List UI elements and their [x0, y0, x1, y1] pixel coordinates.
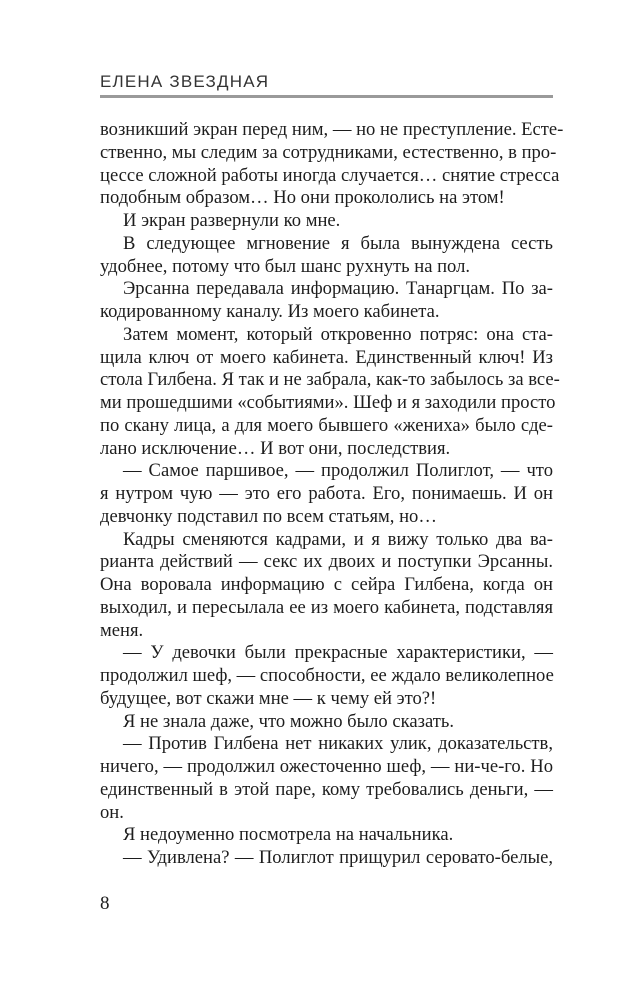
text-line: будущее, вот скажи мне — к чему ей это?!	[100, 687, 437, 709]
text-line: — У девочки были прекрасные характеристики, —	[123, 642, 553, 664]
text-line: я нутром чую — это его работа. Его, понимаешь. И он	[100, 483, 553, 504]
text-line: лано исключение… И вот они, последствия.	[100, 437, 451, 459]
header-rule	[100, 95, 553, 98]
text-line: — Самое паршивое, — продолжил Полиглот, — что	[123, 460, 553, 482]
text-line: — Против Гилбена нет никаких улик, доказательств,	[123, 733, 553, 755]
text-line: Я не знала даже, что можно было сказать.	[123, 710, 454, 732]
text-line: подобным образом… Но они прокололись на этом!	[100, 187, 505, 209]
text-line: И экран развернули ко мне.	[123, 210, 341, 231]
page-body-text	[100, 119, 564, 870]
text-line: ничего, — продолжил ожесточенно шеф, — ни-че-го. Но	[100, 756, 553, 777]
text-line: Я недоуменно посмотрела на начальника.	[123, 824, 454, 846]
text-line: Эрсанна передавала информацию. Танаргцам. По за-	[123, 278, 553, 300]
running-header-author: ЕЛЕНА ЗВЕЗДНАЯ	[100, 72, 270, 91]
text-line: ственно, мы следим за сотрудниками, естественно, в про-	[100, 141, 557, 163]
text-line: Затем момент, который откровенно потряс: она ста-	[123, 323, 553, 345]
text-line: Она воровала информацию с сейра Гилбена, когда он	[100, 574, 553, 595]
text-line: удобнее, потому что был шанс рухнуть на пол.	[100, 255, 471, 277]
text-line: он.	[100, 801, 124, 823]
text-line: цессе сложной работы иногда случается… снятие стресса	[100, 164, 560, 186]
text-line: единственный в этой паре, кому требовались деньги, —	[100, 778, 553, 800]
text-line: по скану лица, а для моего бывшего «жениха» было сде-	[100, 414, 553, 436]
text-line: возникший экран перед ним, — но не преступление. Есте-	[100, 119, 564, 140]
text-line: меня.	[100, 619, 144, 641]
text-line: продолжил шеф, — способности, ее ждало великолепное	[100, 665, 554, 686]
text-line: ми прошедшими «событиями». Шеф и я заходили просто	[100, 392, 556, 413]
text-line: щила ключ от моего кабинета. Единственный ключ! Из	[100, 346, 553, 368]
text-line: В следующее мгновение я была вынуждена сесть	[123, 232, 553, 254]
text-line: стола Гилбена. Я так и не забрала, как-то забылось за все-	[100, 369, 560, 391]
text-line: кодированному каналу. Из моего кабинета.	[100, 301, 440, 322]
page-number: 8	[100, 893, 110, 914]
text-line: — Удивлена? — Полиглот прищурил серовато-белые,	[123, 847, 553, 868]
text-line: Кадры сменяются кадрами, и я вижу только два ва-	[123, 528, 553, 550]
text-line: рианта действий — секс их двоих и поступки Эрсанны.	[100, 551, 553, 573]
text-line: выходил, и пересылала ее из моего кабинета, подставляя	[100, 596, 553, 618]
text-line: девчонку подставил по всем статьям, но…	[100, 505, 437, 527]
